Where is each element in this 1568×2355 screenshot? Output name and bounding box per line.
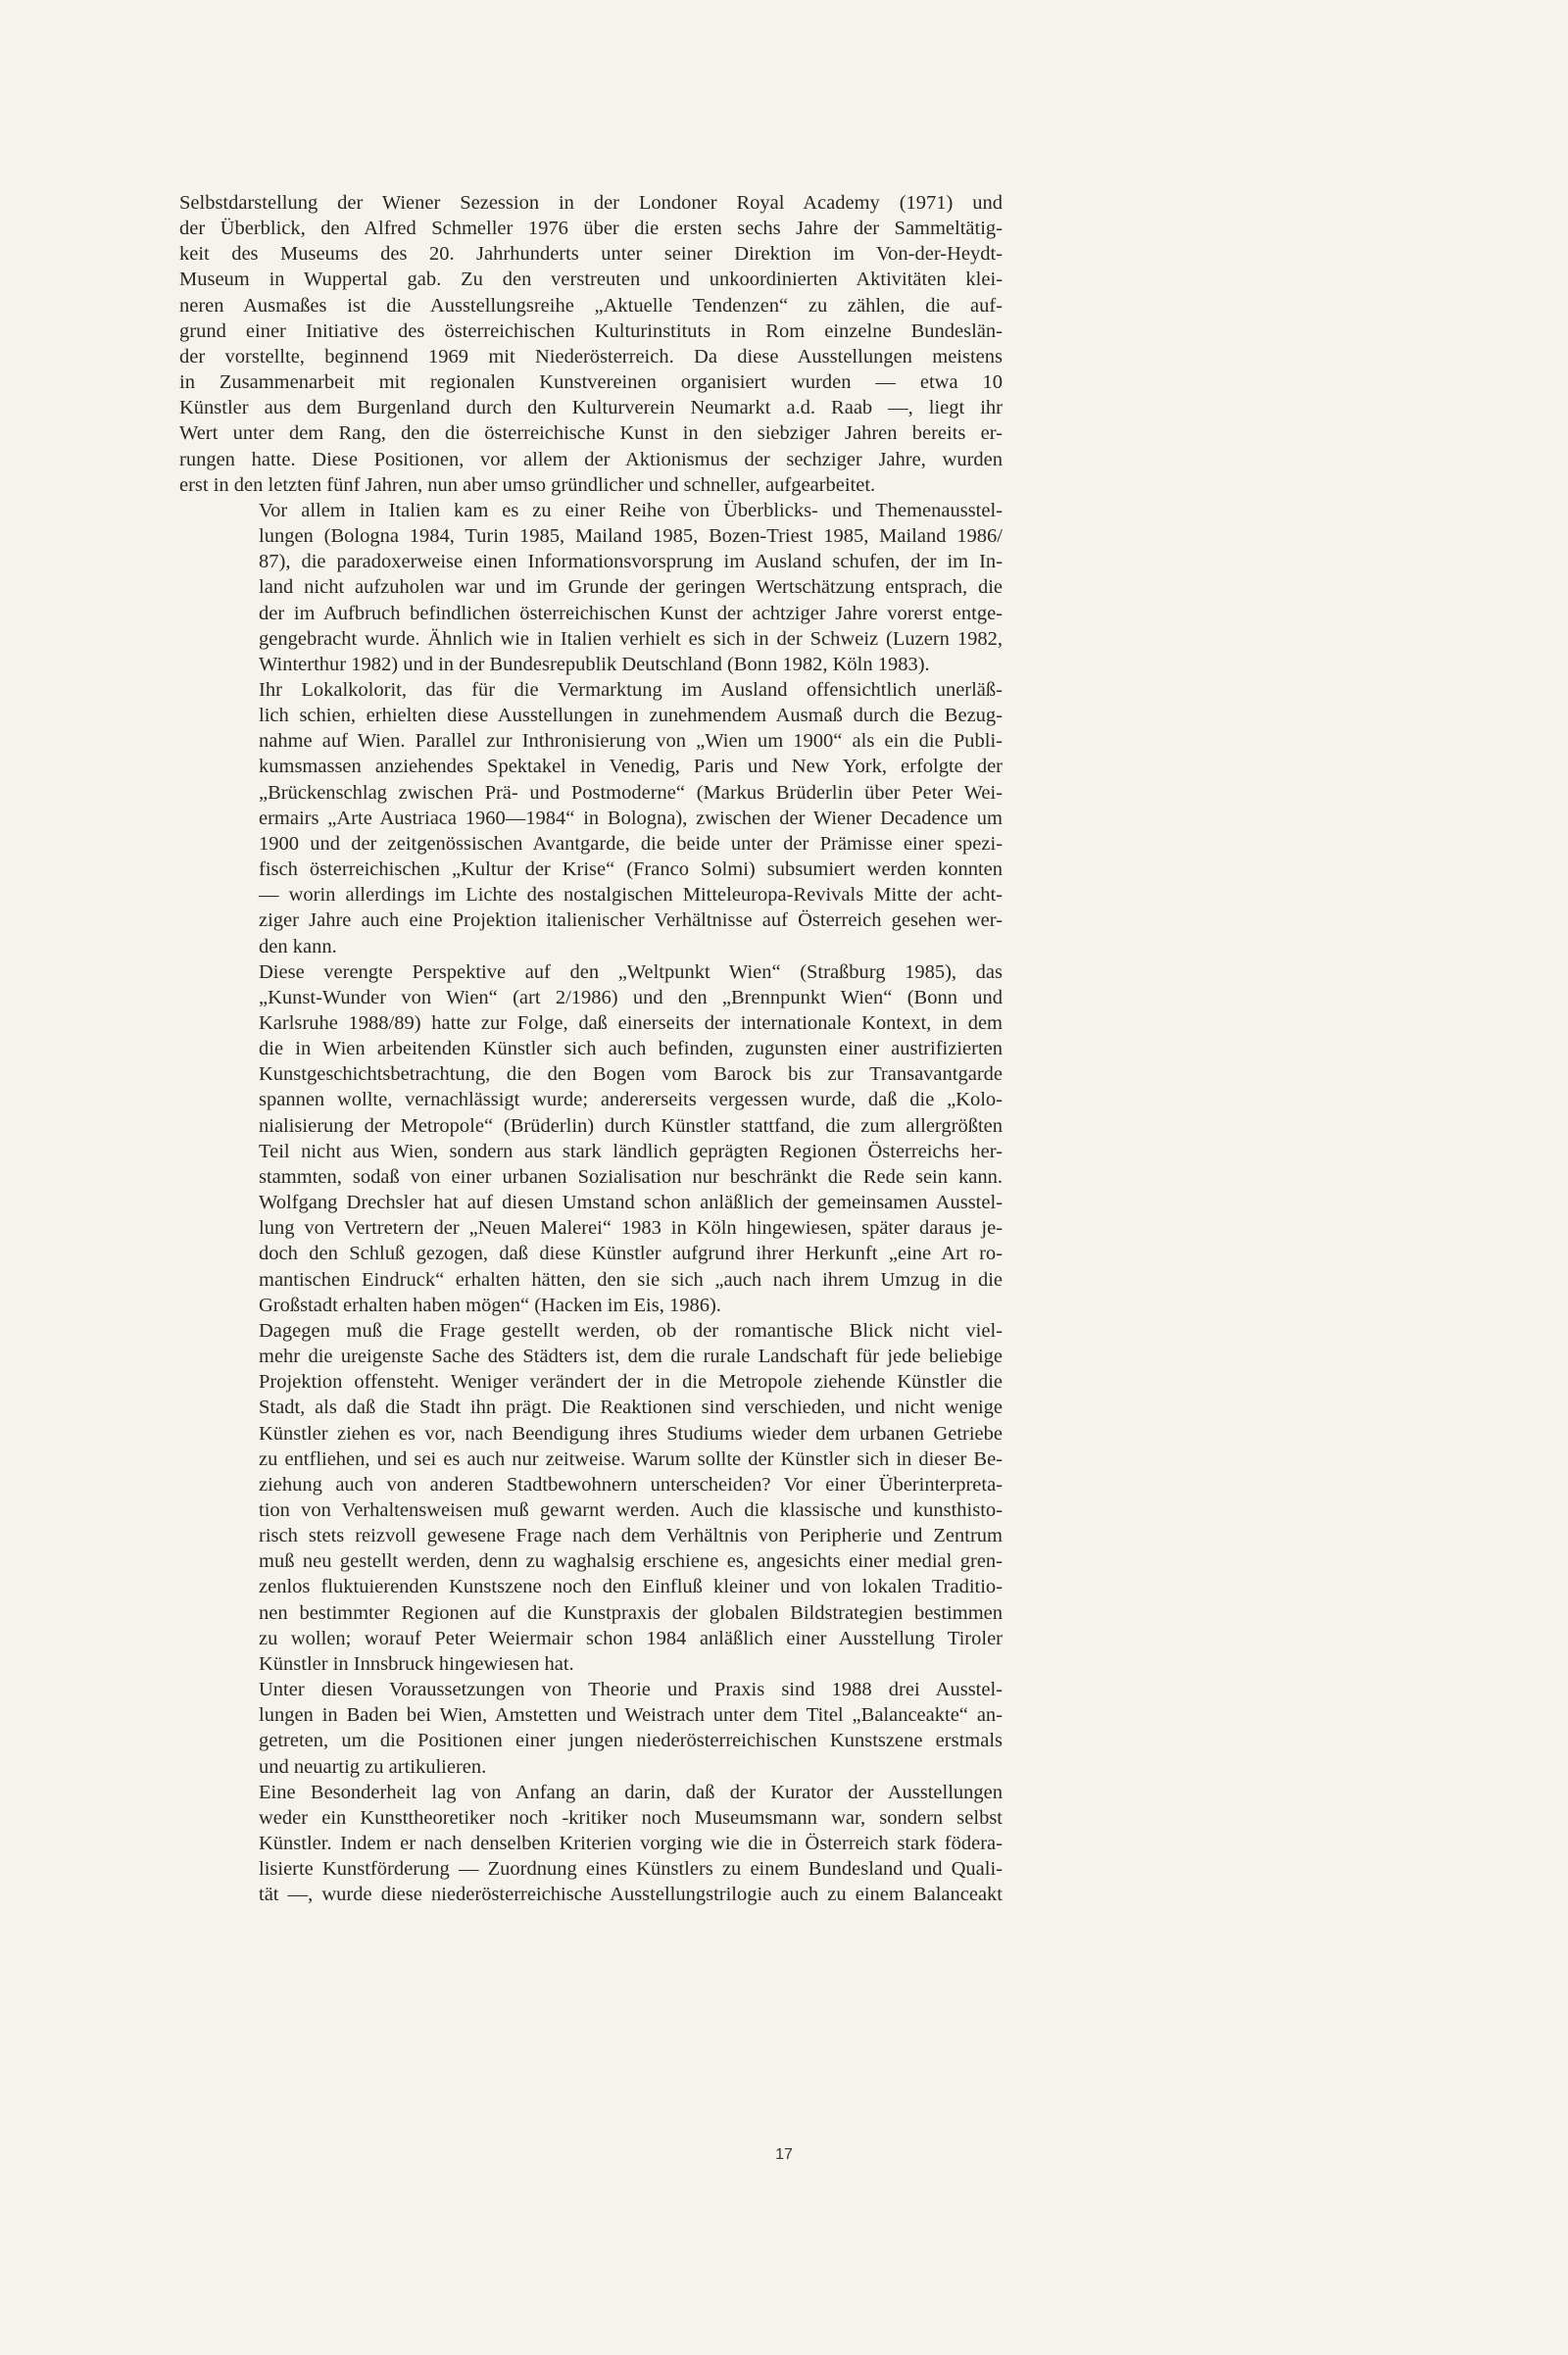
text-line: „Kunst-Wunder von Wien“ (art 2/1986) und den „Brennpunkt Wien“ (Bonn und: [259, 986, 1003, 1008]
text-line: die in Wien arbeitenden Künstler sich auch befinden, zugunsten einer austrifizierten: [259, 1038, 1003, 1060]
text-line: Künstler in Innsbruck hingewiesen hat.: [259, 1652, 574, 1675]
text-line: Eine Besonderheit lag von Anfang an darin, daß der Kurator der Ausstellungen: [259, 1781, 1003, 1803]
text-line: gengebracht wurde. Ähnlich wie in Italien verhielt es sich in der Schweiz (Luzern 1982,: [259, 627, 1003, 650]
text-line: tät —, wurde diese niederösterreichische Ausstellungstrilogie auch zu einem Balanceakt: [259, 1884, 1003, 1906]
text-line: Ihr Lokalkolorit, das für die Vermarktung im Ausland offensichtlich unerläß-: [259, 678, 1003, 701]
text-line: Großstadt erhalten haben mögen“ (Hacken im Eis, 1986).: [259, 1294, 721, 1316]
text-line: der im Aufbruch befindlichen österreichischen Kunst der achtziger Jahre vorerst entge-: [259, 602, 1003, 624]
text-line: doch den Schluß gezogen, daß diese Künstler aufgrund ihrer Herkunft „eine Art ro-: [259, 1243, 1003, 1265]
text-line: lich schien, erhielten diese Ausstellungen in zunehmendem Ausmaß durch die Bezug-: [259, 705, 1003, 727]
text-line: erst in den letzten fünf Jahren, nun aber umso gründlicher und schneller, aufgearbeitet.: [179, 473, 876, 496]
text-line: Kunstgeschichtsbetrachtung, die den Bogen vom Barock bis zur Transavantgarde: [259, 1063, 1003, 1086]
text-line: lungen (Bologna 1984, Turin 1985, Mailand 1985, Bozen-Triest 1985, Mailand 1986/: [259, 525, 1003, 548]
text-line: Vor allem in Italien kam es zu einer Reihe von Überblicks- und Themenausstel-: [259, 499, 1003, 521]
text-line: Wert unter dem Rang, den die österreichische Kunst in den siebziger Jahren bereits er-: [179, 422, 1003, 445]
body-paragraph: [179, 677, 1003, 959]
text-line: ermairs „Arte Austriaca 1960—1984“ in Bologna), zwischen der Wiener Decadence um: [259, 807, 1003, 829]
text-line: risch stets reizvoll gewesene Frage nach dem Verhältnis von Peripherie und Zentrum: [259, 1525, 1003, 1547]
text-line: Künstler aus dem Burgenland durch den Kulturverein Neumarkt a.d. Raab —, liegt ihr: [179, 397, 1003, 419]
body-paragraph: [179, 1677, 1003, 1780]
text-line: getreten, um die Positionen einer jungen niederösterreichischen Kunstszene erstmals: [259, 1730, 1003, 1752]
body-paragraph: [179, 498, 1003, 677]
text-line: ziger Jahre auch eine Projektion italienischer Verhältnisse auf Österreich gesehen wer-: [259, 909, 1003, 932]
text-line: — worin allerdings im Lichte des nostalgischen Mitteleuropa-Revivals Mitte der acht-: [259, 884, 1003, 907]
text-line: spannen wollte, vernachlässigt wurde; andererseits vergessen wurde, daß die „Kolo-: [259, 1089, 1003, 1111]
text-line: grund einer Initiative des österreichischen Kulturinstituts in Rom einzelne Bundeslän-: [179, 319, 1003, 342]
text-line: kumsmassen anziehendes Spektakel in Venedig, Paris und New York, erfolgte der: [259, 756, 1003, 778]
text-line: 87), die paradoxerweise einen Informationsvorsprung im Ausland schufen, der im In-: [259, 551, 1003, 573]
text-line: mehr die ureigenste Sache des Städters ist, dem die rurale Landschaft für jede beliebige: [259, 1346, 1003, 1368]
text-line: 1900 und der zeitgenössischen Avantgarde, die beide unter der Prämisse einer spezi-: [259, 832, 1003, 855]
text-line: Künstler. Indem er nach denselben Kriterien vorging wie die in Österreich stark födera-: [259, 1833, 1003, 1854]
text-line: Teil nicht aus Wien, sondern aus stark ländlich geprägten Regionen Österreichs her-: [259, 1140, 1003, 1162]
body-paragraph: [179, 190, 1003, 498]
text-line: Diese verengte Perspektive auf den „Weltpunkt Wien“ (Straßburg 1985), das: [259, 960, 1003, 983]
body-paragraph: [179, 959, 1003, 1318]
text-line: fisch österreichischen „Kultur der Krise“ (Franco Solmi) subsumiert werden konnten: [259, 859, 1003, 881]
body-paragraph: [179, 1780, 1003, 1908]
text-line: land nicht aufzuholen war und im Grunde der geringen Wertschätzung entsprach, die: [259, 576, 1003, 599]
text-line: Karlsruhe 1988/89) hatte zur Folge, daß einerseits der internationale Kontext, in dem: [259, 1012, 1003, 1034]
body-paragraph: [179, 1318, 1003, 1677]
text-line: „Brückenschlag zwischen Prä- und Postmoderne“ (Markus Brüderlin über Peter Wei-: [259, 781, 1003, 804]
text-line: rungen hatte. Diese Positionen, vor allem der Aktionismus der sechziger Jahre, wurden: [179, 448, 1003, 470]
text-line: zu wollen; worauf Peter Weiermair schon 1984 anläßlich einer Ausstellung Tiroler: [259, 1627, 1003, 1649]
text-line: neren Ausmaßes ist die Ausstellungsreihe „Aktuelle Tendenzen“ zu zählen, die auf-: [179, 294, 1003, 317]
text-line: Unter diesen Voraussetzungen von Theorie und Praxis sind 1988 drei Ausstel-: [259, 1679, 1003, 1701]
text-line: keit des Museums des 20. Jahrhunderts unter seiner Direktion im Von-der-Heydt-: [179, 243, 1003, 266]
text-line: ziehung auch von anderen Stadtbewohnern unterscheiden? Vor einer Überinterpreta-: [259, 1473, 1003, 1496]
text-line: lungen in Baden bei Wien, Amstetten und Weistrach unter dem Titel „Balanceakte“ an-: [259, 1704, 1003, 1727]
text-line: mantischen Eindruck“ erhalten hätten, den sie sich „auch nach ihrem Umzug in die: [259, 1268, 1003, 1291]
text-line: den kann.: [259, 935, 337, 957]
text-line: Museum in Wuppertal gab. Zu den verstreuten und unkoordinierten Aktivitäten klei-: [179, 269, 1003, 291]
text-line: nahme auf Wien. Parallel zur Inthronisierung von „Wien um 1900“ als ein die Publi-: [259, 730, 1003, 753]
text-line: Dagegen muß die Frage gestellt werden, ob der romantische Blick nicht viel-: [259, 1319, 1003, 1342]
text-line: nen bestimmter Regionen auf die Kunstpraxis der globalen Bildstrategien bestimmen: [259, 1601, 1003, 1624]
text-line: in Zusammenarbeit mit regionalen Kunstvereinen organisiert wurden — etwa 10: [179, 371, 1003, 394]
text-line: Wolfgang Drechsler hat auf diesen Umstand schon anläßlich der gemeinsamen Ausstel-: [259, 1192, 1003, 1214]
text-line: und neuartig zu artikulieren.: [259, 1755, 487, 1778]
text-line: zenlos fluktuierenden Kunstszene noch den Einfluß kleiner und von lokalen Traditio-: [259, 1576, 1003, 1598]
text-line: Selbstdarstellung der Wiener Sezession in der Londoner Royal Academy (1971) und: [179, 192, 1003, 214]
text-line: Künstler ziehen es vor, nach Beendigung ihres Studiums wieder dem urbanen Getriebe: [259, 1422, 1003, 1445]
text-line: stammten, sodaß von einer urbanen Sozialisation nur beschränkt die Rede sein kann.: [259, 1165, 1003, 1188]
text-line: Projektion offensteht. Weniger verändert der in die Metropole ziehende Künstler die: [259, 1371, 1003, 1394]
text-line: tion von Verhaltensweisen muß gewarnt werden. Auch die klassische und kunsthisto-: [259, 1498, 1003, 1521]
text-line: nialisierung der Metropole“ (Brüderlin) durch Künstler stattfand, die zum allergrößten: [259, 1114, 1003, 1137]
text-line: Winterthur 1982) und in der Bundesrepublik Deutschland (Bonn 1982, Köln 1983).: [259, 653, 930, 675]
text-line: zu entfliehen, und sei es auch nur zeitweise. Warum sollte der Künstler sich in dieser Be-: [259, 1447, 1003, 1470]
text-line: Stadt, als daß die Stadt ihn prägt. Die Reaktionen sind verschieden, und nicht wenige: [259, 1397, 1003, 1419]
text-line: der Überblick, den Alfred Schmeller 1976 über die ersten sechs Jahre der Sammeltätig-: [179, 218, 1003, 240]
text-line: lung von Vertretern der „Neuen Malerei“ 1983 in Köln hingewiesen, später daraus je-: [259, 1217, 1003, 1240]
text-line: der vorstellte, beginnend 1969 mit Niederösterreich. Da diese Ausstellungen meistens: [179, 345, 1003, 368]
page-body-text: [179, 190, 1003, 1907]
text-line: weder ein Kunsttheoretiker noch -kritiker noch Museumsmann war, sondern selbst: [259, 1806, 1003, 1829]
text-line: lisierte Kunstförderung — Zuordnung eines Künstlers zu einem Bundesland und Quali-: [259, 1858, 1003, 1881]
page-number: 17: [775, 2146, 793, 2163]
text-line: muß neu gestellt werden, denn zu waghalsig erschiene es, angesichts einer medial gren-: [259, 1550, 1003, 1573]
